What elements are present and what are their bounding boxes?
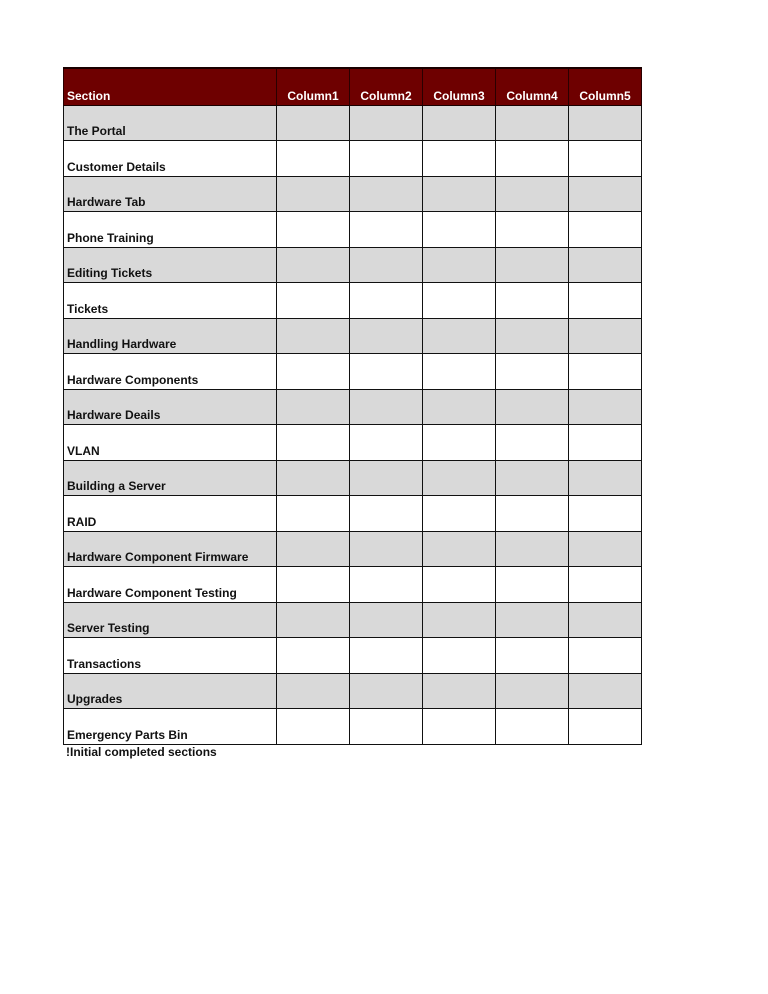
checklist-cell-column2[interactable]	[350, 212, 423, 248]
checklist-cell-column1[interactable]	[277, 638, 350, 674]
checklist-cell-column4[interactable]	[496, 212, 569, 248]
table-row	[64, 496, 642, 532]
checklist-cell-column4[interactable]	[496, 283, 569, 319]
checklist-cell-column5[interactable]	[569, 531, 642, 567]
section-name-cell: The Portal	[64, 105, 277, 141]
checklist-cell-column3[interactable]	[423, 141, 496, 177]
checklist-cell-column3[interactable]	[423, 638, 496, 674]
checklist-cell-column2[interactable]	[350, 531, 423, 567]
checklist-cell-column3[interactable]	[423, 389, 496, 425]
checklist-cell-column2[interactable]	[350, 673, 423, 709]
section-name-cell: Server Testing	[64, 602, 277, 638]
checklist-cell-column5[interactable]	[569, 709, 642, 745]
header-cell-column4: Column4	[496, 68, 569, 105]
section-name-cell: Hardware Deails	[64, 389, 277, 425]
checklist-cell-column1[interactable]	[277, 176, 350, 212]
checklist-cell-column4[interactable]	[496, 709, 569, 745]
table-row	[64, 673, 642, 709]
checklist-cell-column3[interactable]	[423, 105, 496, 141]
header-cell-column1: Column1	[277, 68, 350, 105]
checklist-cell-column2[interactable]	[350, 638, 423, 674]
checklist-cell-column3[interactable]	[423, 176, 496, 212]
checklist-cell-column5[interactable]	[569, 638, 642, 674]
checklist-cell-column3[interactable]	[423, 460, 496, 496]
checklist-cell-column5[interactable]	[569, 141, 642, 177]
checklist-cell-column2[interactable]	[350, 141, 423, 177]
checklist-cell-column2[interactable]	[350, 709, 423, 745]
checklist-cell-column5[interactable]	[569, 354, 642, 390]
header-row	[64, 68, 642, 105]
table-row	[64, 318, 642, 354]
checklist-cell-column4[interactable]	[496, 673, 569, 709]
checklist-cell-column1[interactable]	[277, 212, 350, 248]
checklist-cell-column2[interactable]	[350, 247, 423, 283]
checklist-cell-column1[interactable]	[277, 105, 350, 141]
checklist-cell-column1[interactable]	[277, 389, 350, 425]
checklist-cell-column2[interactable]	[350, 283, 423, 319]
table-row	[64, 105, 642, 141]
checklist-cell-column1[interactable]	[277, 141, 350, 177]
table-row	[64, 709, 642, 745]
table-row	[64, 247, 642, 283]
checklist-cell-column3[interactable]	[423, 531, 496, 567]
checklist-cell-column4[interactable]	[496, 105, 569, 141]
table-row	[64, 389, 642, 425]
section-name-cell: VLAN	[64, 425, 277, 461]
section-name-cell: Customer Details	[64, 141, 277, 177]
checklist-cell-column3[interactable]	[423, 709, 496, 745]
section-name-cell: Hardware Tab	[64, 176, 277, 212]
table-body	[64, 105, 642, 744]
checklist-cell-column2[interactable]	[350, 602, 423, 638]
checklist-cell-column4[interactable]	[496, 141, 569, 177]
checklist-cell-column1[interactable]	[277, 709, 350, 745]
checklist-cell-column4[interactable]	[496, 496, 569, 532]
table-row	[64, 212, 642, 248]
section-name-cell: RAID	[64, 496, 277, 532]
checklist-cell-column4[interactable]	[496, 602, 569, 638]
checklist-cell-column4[interactable]	[496, 460, 569, 496]
section-name-cell: Editing Tickets	[64, 247, 277, 283]
checklist-cell-column3[interactable]	[423, 496, 496, 532]
checklist-cell-column1[interactable]	[277, 460, 350, 496]
checklist-cell-column3[interactable]	[423, 318, 496, 354]
checklist-cell-column3[interactable]	[423, 283, 496, 319]
checklist-cell-column4[interactable]	[496, 638, 569, 674]
table-row	[64, 283, 642, 319]
section-name-cell: Building a Server	[64, 460, 277, 496]
checklist-cell-column1[interactable]	[277, 425, 350, 461]
checklist-cell-column2[interactable]	[350, 318, 423, 354]
section-name-cell: Upgrades	[64, 673, 277, 709]
table-row	[64, 602, 642, 638]
table-row	[64, 460, 642, 496]
checklist-cell-column3[interactable]	[423, 673, 496, 709]
checklist-cell-column2[interactable]	[350, 425, 423, 461]
checklist-cell-column3[interactable]	[423, 425, 496, 461]
table-row	[64, 141, 642, 177]
section-name-cell: Hardware Component Firmware	[64, 531, 277, 567]
checklist-cell-column4[interactable]	[496, 247, 569, 283]
checklist-cell-column4[interactable]	[496, 354, 569, 390]
table-row	[64, 531, 642, 567]
checklist-cell-column4[interactable]	[496, 531, 569, 567]
header-cell-column2: Column2	[350, 68, 423, 105]
table-row	[64, 638, 642, 674]
checklist-cell-column2[interactable]	[350, 496, 423, 532]
checklist-cell-column1[interactable]	[277, 567, 350, 603]
checklist-cell-column5[interactable]	[569, 318, 642, 354]
checklist-cell-column1[interactable]	[277, 602, 350, 638]
checklist-cell-column5[interactable]	[569, 496, 642, 532]
checklist-cell-column4[interactable]	[496, 567, 569, 603]
checklist-cell-column3[interactable]	[423, 247, 496, 283]
checklist-cell-column1[interactable]	[277, 354, 350, 390]
checklist-cell-column5[interactable]	[569, 673, 642, 709]
checklist-cell-column5[interactable]	[569, 212, 642, 248]
checklist-cell-column5[interactable]	[569, 389, 642, 425]
checklist-cell-column3[interactable]	[423, 567, 496, 603]
checklist-cell-column5[interactable]	[569, 176, 642, 212]
table-row	[64, 425, 642, 461]
checklist-sheet	[63, 67, 641, 745]
footnote: !Initial completed sections	[66, 745, 217, 759]
checklist-cell-column5[interactable]	[569, 247, 642, 283]
checklist-cell-column5[interactable]	[569, 567, 642, 603]
checklist-cell-column1[interactable]	[277, 673, 350, 709]
checklist-cell-column1[interactable]	[277, 283, 350, 319]
checklist-cell-column1[interactable]	[277, 247, 350, 283]
table-row	[64, 354, 642, 390]
checklist-cell-column4[interactable]	[496, 425, 569, 461]
header-cell-column3: Column3	[423, 68, 496, 105]
checklist-cell-column3[interactable]	[423, 602, 496, 638]
table-row	[64, 176, 642, 212]
checklist-cell-column5[interactable]	[569, 425, 642, 461]
checklist-cell-column4[interactable]	[496, 318, 569, 354]
section-name-cell: Hardware Component Testing	[64, 567, 277, 603]
checklist-cell-column5[interactable]	[569, 602, 642, 638]
checklist-cell-column1[interactable]	[277, 531, 350, 567]
section-name-cell: Transactions	[64, 638, 277, 674]
checklist-cell-column1[interactable]	[277, 318, 350, 354]
sections-table	[63, 67, 642, 745]
header-cell-column5: Column5	[569, 68, 642, 105]
checklist-cell-column5[interactable]	[569, 460, 642, 496]
section-name-cell: Phone Training	[64, 212, 277, 248]
checklist-cell-column2[interactable]	[350, 567, 423, 603]
checklist-cell-column5[interactable]	[569, 283, 642, 319]
checklist-cell-column2[interactable]	[350, 105, 423, 141]
section-name-cell: Handling Hardware	[64, 318, 277, 354]
checklist-cell-column4[interactable]	[496, 176, 569, 212]
checklist-cell-column3[interactable]	[423, 212, 496, 248]
section-name-cell: Emergency Parts Bin	[64, 709, 277, 745]
checklist-cell-column4[interactable]	[496, 389, 569, 425]
section-name-cell: Tickets	[64, 283, 277, 319]
section-name-cell: Hardware Components	[64, 354, 277, 390]
checklist-cell-column3[interactable]	[423, 354, 496, 390]
checklist-cell-column2[interactable]	[350, 460, 423, 496]
checklist-cell-column1[interactable]	[277, 496, 350, 532]
checklist-cell-column2[interactable]	[350, 389, 423, 425]
checklist-cell-column2[interactable]	[350, 176, 423, 212]
checklist-cell-column2[interactable]	[350, 354, 423, 390]
header-cell-section: Section	[64, 68, 277, 105]
table-row	[64, 567, 642, 603]
checklist-cell-column5[interactable]	[569, 105, 642, 141]
